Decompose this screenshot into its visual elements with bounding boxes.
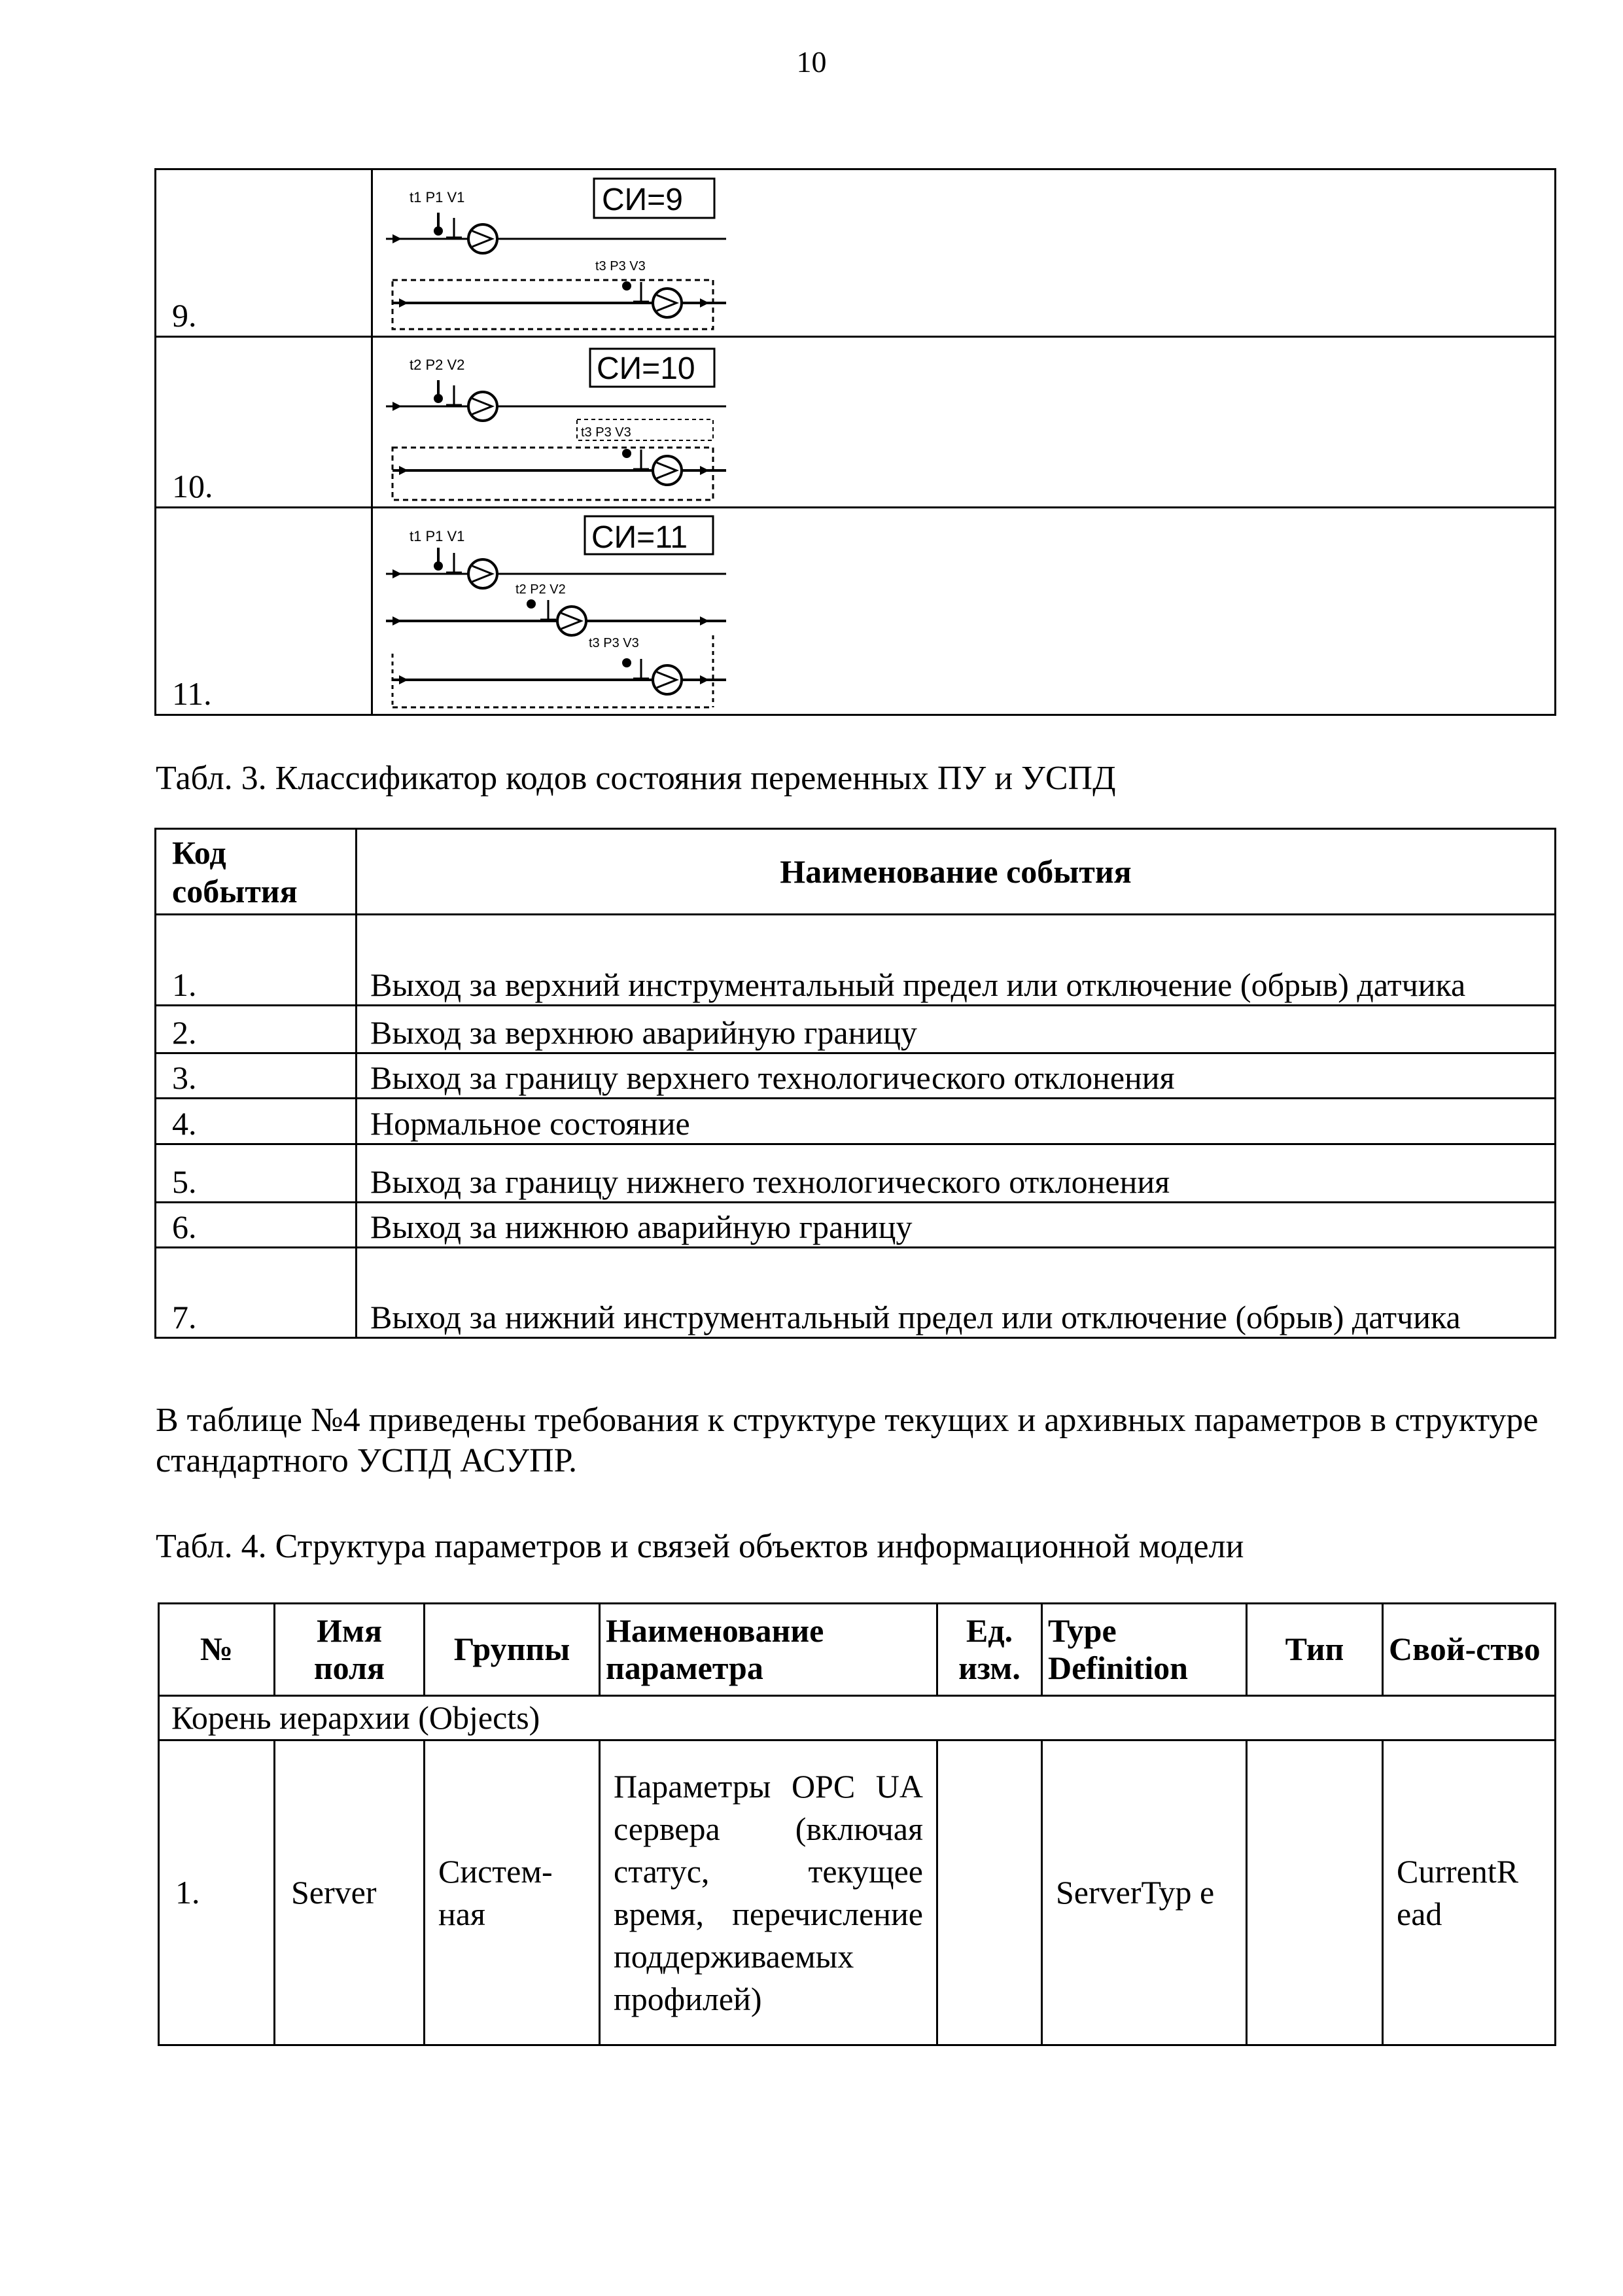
param-num: 1. — [159, 1740, 275, 2045]
pump-diagram-10 — [373, 340, 726, 506]
header-name: Наименование события — [357, 829, 1556, 915]
main-labels: t1 P1 V1 — [410, 528, 465, 544]
table-header-row — [156, 829, 1556, 915]
diagram-row — [156, 169, 1556, 337]
pump-diagram-9 — [373, 172, 726, 336]
si-label: СИ=11 — [591, 520, 688, 555]
event-code: 1. — [156, 915, 357, 1006]
si-label: СИ=10 — [597, 351, 695, 386]
event-name: Выход за верхнюю аварийную границу — [357, 1006, 1556, 1053]
row-number: 9. — [156, 169, 372, 337]
table-row — [156, 915, 1556, 1006]
header-property: Свой-ство — [1383, 1604, 1556, 1696]
diagram-row — [156, 337, 1556, 508]
table-row — [156, 1144, 1556, 1203]
event-name: Выход за границу верхнего технологического отклонения — [357, 1053, 1556, 1099]
temperature-sensor-icon — [527, 599, 536, 609]
parameter-structure-table — [158, 1602, 1556, 2046]
param-field-name: Server — [275, 1740, 425, 2045]
event-name: Выход за границу нижнего технологического отклонения — [357, 1144, 1556, 1203]
si-label: СИ=9 — [602, 183, 683, 217]
param-type-definition: ServerTyp e — [1042, 1740, 1247, 2045]
table-row — [156, 1203, 1556, 1248]
section-row — [159, 1696, 1556, 1740]
header-type-definition: Type Definition — [1042, 1604, 1247, 1696]
temperature-sensor-icon — [622, 449, 631, 458]
event-code: 5. — [156, 1144, 357, 1203]
temperature-sensor-icon — [622, 658, 631, 667]
param-unit — [937, 1740, 1042, 2045]
diagram-row — [156, 508, 1556, 715]
table-row — [156, 1053, 1556, 1099]
body-paragraph: В таблице №4 приведены требования к структуре текущих и архивных параметров в структуре стандартного УСПД АСУПР. — [156, 1402, 1539, 1480]
diagram-cell — [372, 508, 1556, 715]
temperature-sensor-icon — [434, 561, 443, 571]
diagram-table — [154, 168, 1556, 716]
event-name: Нормальное состояние — [357, 1099, 1556, 1144]
table-row — [156, 1006, 1556, 1053]
header-param-name: Наименование параметра — [600, 1604, 937, 1696]
header-num: № — [159, 1604, 275, 1696]
temperature-sensor-icon — [434, 394, 443, 403]
table-row — [159, 1740, 1556, 2045]
header-unit: Ед. изм. — [937, 1604, 1042, 1696]
diagram-cell — [372, 337, 1556, 508]
page-number: 10 — [796, 45, 827, 79]
table-header-row — [159, 1604, 1556, 1696]
event-code: 4. — [156, 1099, 357, 1144]
sub-labels: t2 P2 V2 — [515, 582, 566, 597]
section-label: Корень иерархии (Objects) — [159, 1696, 1556, 1740]
diagram-cell — [372, 169, 1556, 337]
event-name: Выход за нижний инструментальный предел или отключение (обрыв) датчика — [357, 1248, 1556, 1338]
param-groups: Систем-ная — [425, 1740, 600, 2045]
event-code-table — [154, 828, 1556, 1339]
main-labels: t2 P2 V2 — [410, 357, 465, 373]
table4-caption: Табл. 4. Структура параметров и связей объектов информационной модели — [156, 1528, 1244, 1565]
event-code: 7. — [156, 1248, 357, 1338]
header-code: Код события — [156, 829, 357, 915]
table-row — [156, 1248, 1556, 1338]
event-name: Выход за нижнюю аварийную границу — [357, 1203, 1556, 1248]
event-code: 2. — [156, 1006, 357, 1053]
sub-labels: t3 P3 V3 — [589, 636, 639, 650]
main-labels: t1 P1 V1 — [410, 189, 465, 205]
sub-labels: t3 P3 V3 — [595, 259, 646, 274]
param-name: Параметры OPC UA сервера (включая статус, текущее время, перечисление поддерживаемых профилей) — [600, 1740, 937, 2045]
param-type — [1247, 1740, 1383, 2045]
table-row — [156, 1099, 1556, 1144]
event-name: Выход за верхний инструментальный предел или отключение (обрыв) датчика — [357, 915, 1556, 1006]
row-number: 11. — [156, 508, 372, 715]
temperature-sensor-icon — [622, 281, 631, 291]
event-code: 6. — [156, 1203, 357, 1248]
event-code: 3. — [156, 1053, 357, 1099]
header-field-name: Имя поля — [275, 1604, 425, 1696]
table3-caption: Табл. 3. Классификатор кодов состояния переменных ПУ и УСПД — [156, 760, 1116, 797]
header-groups: Группы — [425, 1604, 600, 1696]
sub-labels: t3 P3 V3 — [581, 425, 631, 440]
row-number: 10. — [156, 337, 372, 508]
param-property: CurrentR ead — [1383, 1740, 1556, 2045]
header-type: Тип — [1247, 1604, 1383, 1696]
temperature-sensor-icon — [434, 226, 443, 236]
pump-diagram-11 — [373, 511, 726, 714]
